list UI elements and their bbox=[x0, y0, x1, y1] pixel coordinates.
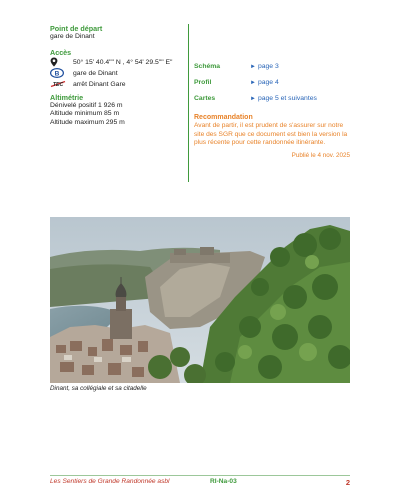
nav-link-cartes[interactable]: ► page 5 et suivantes bbox=[250, 95, 317, 102]
nav-label: Schéma bbox=[194, 63, 221, 70]
recommendation-heading: Recommandation bbox=[194, 114, 253, 121]
altimetry-line: Dénivelé positif 1 926 m bbox=[50, 101, 123, 109]
footer-organization: Les Sentiers de Grande Randonnée asbl bbox=[50, 478, 170, 485]
bus-row bbox=[50, 79, 185, 90]
publication-date: Publié le 4 nov. 2025 bbox=[291, 151, 350, 159]
coordinates-row bbox=[50, 57, 185, 68]
map-pin-icon bbox=[50, 57, 66, 67]
route-info-column bbox=[50, 24, 185, 127]
page-number: 2 bbox=[345, 478, 350, 487]
bus-stop-text: arrêt Dinant Gare bbox=[73, 80, 126, 88]
navigation-column bbox=[194, 24, 350, 160]
footer-route-code: RI-Na-03 bbox=[210, 478, 237, 485]
nav-label: Profil bbox=[194, 79, 212, 86]
altimetry-line: Altitude minimum 85 m bbox=[50, 110, 120, 118]
coordinates-text: 50° 15' 40.4"" N , 4° 54' 29.5"" E" bbox=[73, 58, 173, 66]
recommendation-text: Avant de partir, il est prudent de s'assurer sur notre site des SGR que ce document est bien la version la plus récente pour cette randonnée itinérante. bbox=[194, 122, 348, 147]
play-arrow-icon: ► bbox=[250, 80, 256, 86]
nav-row-profil bbox=[194, 78, 350, 94]
play-arrow-icon: ► bbox=[250, 96, 256, 102]
tec-bus-logo bbox=[50, 79, 66, 89]
column-divider bbox=[188, 24, 189, 182]
play-arrow-icon: ► bbox=[250, 64, 256, 70]
nav-label: Cartes bbox=[194, 95, 216, 102]
svg-text:B: B bbox=[54, 70, 60, 78]
photo-caption: Dinant, sa collégiale et sa citadelle bbox=[50, 385, 147, 392]
sncb-train-logo bbox=[50, 68, 66, 78]
access-heading: Accès bbox=[50, 47, 72, 57]
dinant-photo bbox=[50, 217, 350, 383]
nav-link-profil[interactable]: ► page 4 bbox=[250, 79, 279, 86]
page-footer bbox=[50, 478, 350, 487]
train-station-text: gare de Dinant bbox=[73, 69, 118, 77]
footer-divider bbox=[50, 475, 350, 476]
altimetry-line: Altitude maximum 295 m bbox=[50, 118, 125, 126]
nav-row-schema bbox=[194, 62, 350, 78]
train-row bbox=[50, 68, 185, 79]
start-value: gare de Dinant bbox=[50, 33, 95, 40]
nav-link-schema[interactable]: ► page 3 bbox=[250, 63, 279, 70]
svg-text:TEC: TEC bbox=[52, 82, 64, 89]
nav-row-cartes bbox=[194, 94, 350, 110]
altimetry-heading: Altimétrie bbox=[50, 92, 84, 102]
start-heading: Point de départ bbox=[50, 24, 103, 33]
